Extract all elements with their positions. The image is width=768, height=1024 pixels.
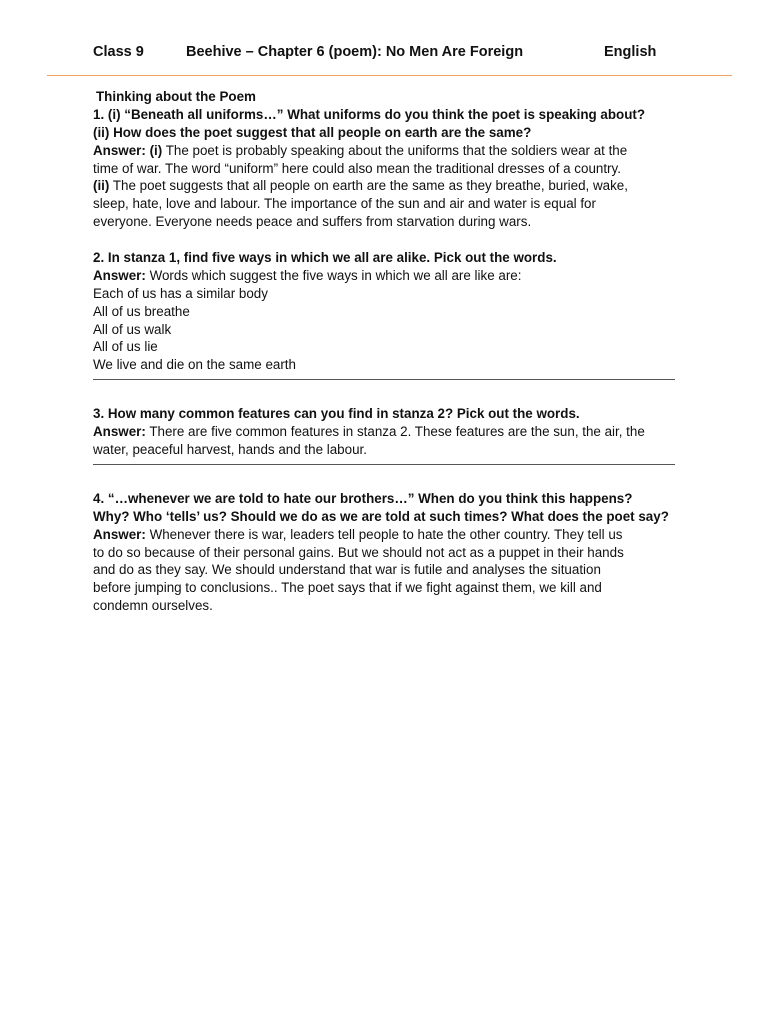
spacer <box>93 465 683 490</box>
part-label: (ii) <box>93 178 110 194</box>
q4-answer-line3: and do as they say. We should understand that war is futile and analyses the situation <box>93 562 601 578</box>
q4-answer-line4: before jumping to conclusions.. The poet says that if we fight against them, we kill and <box>93 580 602 596</box>
q2-list-item: All of us walk <box>93 321 172 337</box>
answer-label: Answer: <box>93 424 146 440</box>
q1-answer-line5: everyone. Everyone needs peace and suffers from starvation during wars. <box>93 214 532 230</box>
q1-answer-line3 <box>93 177 683 195</box>
part-label: (i) <box>149 142 163 158</box>
q2-list-item: Each of us has a similar body <box>93 285 268 301</box>
answer-label: Answer: <box>93 142 146 158</box>
answer-text: There are five common features in stanza 2. These features are the sun, the air, the <box>145 424 645 440</box>
q4-question-line2: Why? Who ‘tells’ us? Should we do as we are told at such times? What does the poet say? <box>93 508 669 524</box>
q4-answer-line2: to do so because of their personal gains. But we should not act as a puppet in their hands <box>93 544 624 560</box>
q1-answer-line1 <box>93 142 683 160</box>
header-class: Class 9 <box>93 44 144 60</box>
q1-answer-line4: sleep, hate, love and labour. The importance of the sun and air and water is equal for <box>93 196 596 212</box>
q2-answer-intro <box>93 267 683 285</box>
q4-question-line1: 4. “…whenever we are told to hate our brothers…” When do you think this happens? <box>93 490 633 506</box>
q2-question: 2. In stanza 1, find five ways in which we all are alike. Pick out the words. <box>93 250 557 266</box>
header-title: Beehive – Chapter 6 (poem): No Men Are Foreign <box>186 44 524 60</box>
q3-answer-line1 <box>93 423 683 441</box>
q1-answer-line2: time of war. The word “uniform” here could also mean the traditional dresses of a country. <box>93 160 621 176</box>
answer-text: The poet is probably speaking about the uniforms that the soldiers wear at the <box>162 142 628 158</box>
spacer <box>93 380 683 405</box>
q2-list-item: We live and die on the same earth <box>93 357 296 373</box>
q4-answer-line1 <box>93 526 683 544</box>
answer-label: Answer: <box>93 267 146 283</box>
section-title: Thinking about the Poem <box>96 89 256 104</box>
answer-text: Whenever there is war, leaders tell people to hate the other country. They tell us <box>145 526 623 542</box>
q1-question-line1: 1. (i) “Beneath all uniforms…” What uniforms do you think the poet is speaking about? <box>93 106 646 122</box>
answer-text: Words which suggest the five ways in which we all are like are: <box>145 267 522 283</box>
answer-label: Answer: <box>93 526 146 542</box>
q1-question-line2: (ii) How does the poet suggest that all people on earth are the same? <box>93 124 532 140</box>
page-header <box>0 44 768 64</box>
q3-question: 3. How many common features can you find in stanza 2? Pick out the words. <box>93 406 580 422</box>
header-subject: English <box>604 44 657 60</box>
spacer <box>93 231 683 249</box>
q2-list-item: All of us lie <box>93 339 158 355</box>
header-divider <box>47 75 732 76</box>
q4-answer-line5: condemn ourselves. <box>93 598 213 614</box>
q2-list-item: All of us breathe <box>93 303 190 319</box>
document-body <box>93 88 683 615</box>
q3-answer-line2: water, peaceful harvest, hands and the labour. <box>93 442 367 458</box>
answer-text: The poet suggests that all people on earth are the same as they breathe, buried, wake, <box>109 178 628 194</box>
